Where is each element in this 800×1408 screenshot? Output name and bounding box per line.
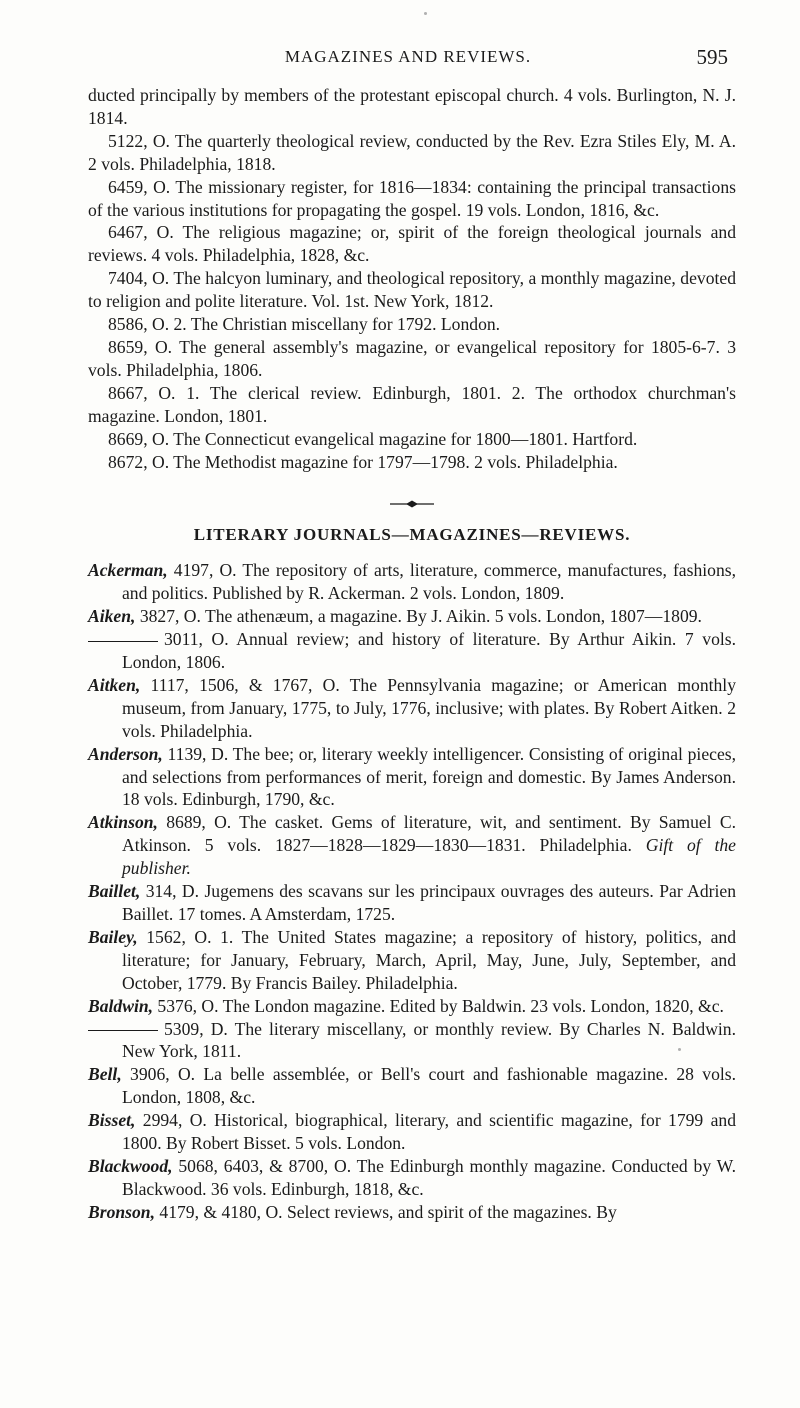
running-title: MAGAZINES AND REVIEWS.: [284, 47, 532, 66]
author-entry: [88, 628, 736, 674]
ditto-dash: [88, 641, 158, 642]
entry-author: Aiken,: [88, 606, 136, 627]
entry-text: 3906, O. La belle assemblée, or Bell's court and fashionable magazine. 28 vols. London, 1808, &c.: [121, 1064, 736, 1108]
body-text: [88, 84, 736, 1224]
catalog-entry: 5122, O. The quarterly theological review, conducted by the Rev. Ezra Stiles Ely, M. A. 2 vols. Philadelphia, 1818.: [88, 130, 736, 174]
entry-gift-note: Gift of the publisher.: [122, 835, 736, 879]
catalog-entry: 7404, O. The halcyon luminary, and theological repository, a monthly magazine, devoted to religion and polite literature. Vol. 1st. New York, 1812.: [88, 268, 736, 312]
author-entry: [88, 559, 736, 605]
catalog-entry: 6459, O. The missionary register, for 1816—1834: containing the principal transactions of the various institutions for propagating the gospel. 19 vols. London, 1816, &c.: [88, 176, 736, 220]
author-entry: [88, 1018, 736, 1064]
entry-text: 4197, O. The repository of arts, literature, commerce, manufactures, fashions, and politics. Published by R. Ackerman. 2 vols. London, 1809.: [122, 560, 736, 604]
entry-text: 5068, 6403, & 8700, O. The Edinburgh monthly magazine. Conducted by W. Blackwood. 36 vols. Edinburgh, 1818, &c.: [122, 1155, 736, 1199]
entry-author: Baillet,: [88, 881, 141, 902]
author-entry: [88, 605, 736, 628]
entry-text: 1117, 1506, & 1767, O. The Pennsylvania magazine; or American monthly museum, from January, 1775, to July, 1776, inclusive; with plates. By Robert Aitken. 2 vols. Philadelphia.: [122, 674, 736, 741]
paper-speck: [678, 1048, 681, 1051]
entry-author: Bronson,: [88, 1201, 155, 1222]
entry-author: Bisset,: [88, 1110, 136, 1131]
section-heading: LITERARY JOURNALS—MAGAZINES—REVIEWS.: [193, 525, 631, 545]
catalog-entry: 8586, O. 2. The Christian miscellany for 1792. London.: [108, 314, 501, 335]
catalog-entry: 6467, O. The religious magazine; or, spirit of the foreign theological journals and reviews. 4 vols. Philadelphia, 1828, &c.: [88, 222, 736, 266]
entry-text: 4179, & 4180, O. Select reviews, and spirit of the magazines. By: [155, 1201, 617, 1222]
author-entry: [88, 1201, 736, 1224]
entry-author: Ackerman,: [88, 560, 168, 581]
entry-text: 8689, O. The casket. Gems of literature, wit, and sentiment. By Samuel C. Atkinson. 5 vols. 1827—1828—1829—1830—1831. Philadelphia.: [122, 812, 736, 856]
entry-author: Aitken,: [88, 674, 141, 695]
ditto-dash: [88, 1030, 158, 1031]
entry-author: Bell,: [88, 1064, 122, 1085]
entry-text: 5376, O. The London magazine. Edited by Baldwin. 23 vols. London, 1820, &c.: [153, 995, 724, 1016]
author-entry: [88, 1155, 736, 1201]
author-entry: [88, 811, 736, 880]
running-head: [88, 42, 728, 72]
catalog-entry: 8659, O. The general assembly's magazine, or evangelical repository for 1805-6-7. 3 vols. Philadelphia, 1806.: [88, 336, 736, 380]
page-number: 595: [696, 45, 728, 69]
author-entry: [88, 1109, 736, 1155]
paper-speck: [424, 12, 427, 15]
author-entry: [88, 1063, 736, 1109]
catalog-entry: 8667, O. 1. The clerical review. Edinburgh, 1801. 2. The orthodox churchman's magazine. London, 1801.: [88, 382, 736, 426]
entry-text: 5309, D. The literary miscellany, or monthly review. By Charles N. Baldwin. New York, 1811.: [122, 1018, 736, 1062]
entry-text: 3827, O. The athenæum, a magazine. By J. Aikin. 5 vols. London, 1807—1809.: [135, 606, 702, 627]
author-entry: [88, 995, 736, 1018]
entry-text: 314, D. Jugemens des scavans sur les principaux ouvrages des auteurs. Par Adrien Baillet. 17 tomes. A Amsterdam, 1725.: [122, 881, 736, 924]
author-entry: [88, 926, 736, 995]
author-entry: [88, 880, 736, 926]
entry-text: 3011, O. Annual review; and history of literature. By Arthur Aikin. 7 vols. London, 1806.: [122, 629, 736, 673]
section-ornament: [88, 481, 736, 523]
catalog-entry: 8669, O. The Connecticut evangelical magazine for 1800—1801. Hartford.: [108, 428, 638, 449]
entry-author: Anderson,: [88, 743, 163, 764]
dash-diamond-ornament-icon: [390, 499, 434, 509]
author-entry: [88, 743, 736, 812]
continued-paragraph: ducted principally by members of the protestant episcopal church. 4 vols. Burlington, N. J. 1814.: [88, 85, 736, 128]
catalog-entry: 8672, O. The Methodist magazine for 1797—1798. 2 vols. Philadelphia.: [108, 451, 618, 472]
entry-author: Baldwin,: [88, 995, 154, 1016]
author-entry: [88, 674, 736, 743]
entry-text: 2994, O. Historical, biographical, literary, and scientific magazine, for 1799 and 1800. By Robert Bisset. 5 vols. London.: [122, 1110, 736, 1154]
entry-author: Blackwood,: [88, 1155, 173, 1176]
entry-author: Atkinson,: [88, 812, 158, 833]
entry-text: 1562, O. 1. The United States magazine; a repository of history, politics, and literature; for January, February, March, April, May, June, July, September, and October, 1779. By Francis Bailey. Philadelphia.: [122, 926, 736, 993]
entry-author: Bailey,: [88, 926, 138, 947]
entry-text: 1139, D. The bee; or, literary weekly intelligencer. Consisting of original pieces, and selections from performances of merit, foreign and domestic. By James Anderson. 18 vols. Edinburgh, 1790, &c.: [122, 743, 736, 810]
